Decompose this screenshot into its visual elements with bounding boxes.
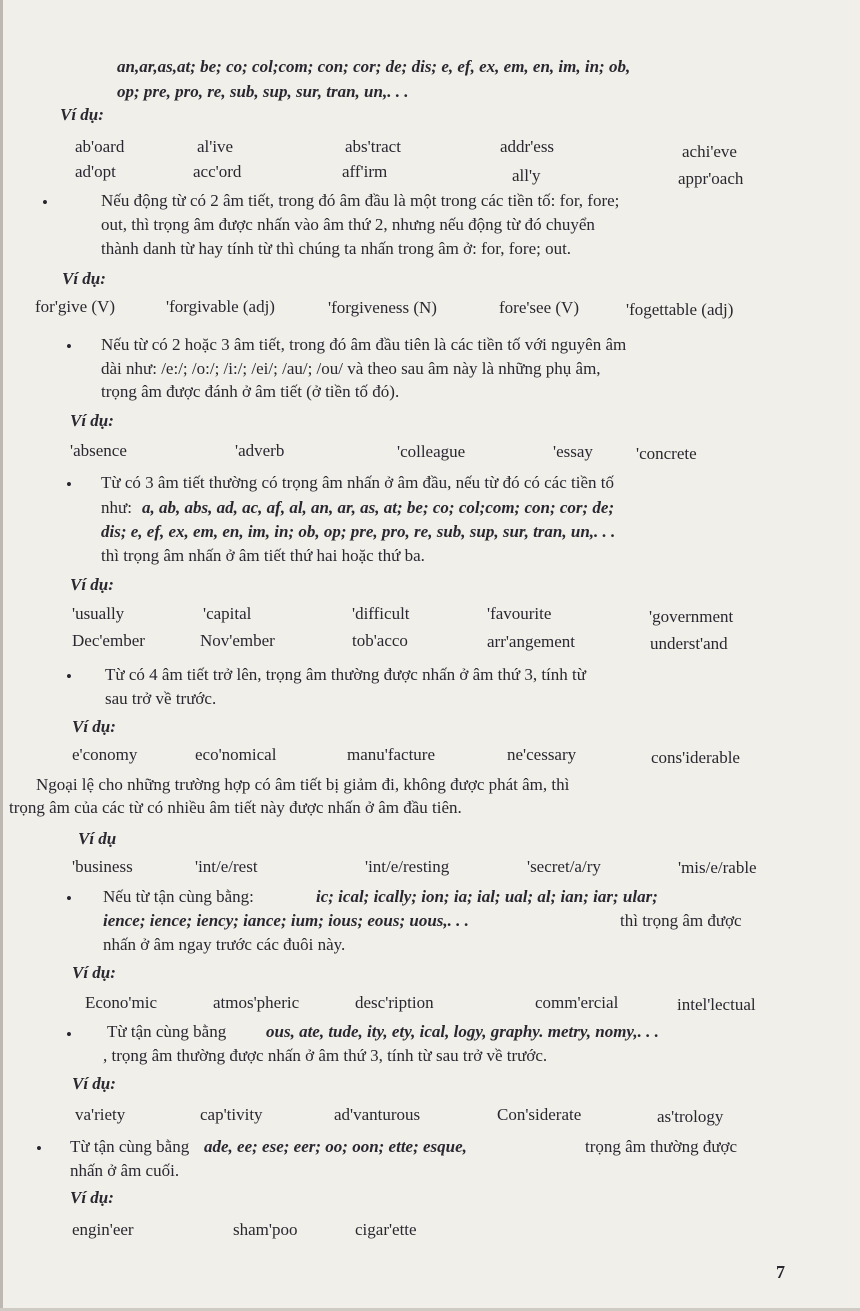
rule-text: Nếu từ có 2 hoặc 3 âm tiết, trong đó âm đầu tiên là các tiền tố với nguyên âm [101, 335, 627, 354]
exception-text: Ngoại lệ cho những trường hợp có âm tiết bị giảm đi, không được phát âm, thì [36, 775, 570, 794]
rule-text: Từ tận cùng bằng [107, 1022, 227, 1041]
suffix-list: ade, ee; ese; eer; oo; oon; ette; esque, [204, 1137, 467, 1156]
example-word: 'capital [203, 604, 252, 623]
example-word: 'essay [553, 442, 593, 461]
example-word: Econo'mic [85, 993, 157, 1012]
example-word: cap'tivity [200, 1105, 263, 1124]
example-label: Ví dụ: [72, 1074, 116, 1093]
example-label: Ví dụ: [72, 963, 116, 982]
example-word: 'int/e/rest [195, 857, 258, 876]
example-word: atmos'pheric [213, 993, 300, 1012]
bullet-icon: • [66, 337, 72, 356]
example-word: acc'ord [193, 162, 242, 181]
rule-text: dài như: /e:/; /o:/; /i:/; /ei/; /au/; /ou/ và theo sau âm này là những phụ âm, [101, 359, 601, 378]
rule-text: thì trọng âm được [620, 911, 742, 930]
example-label: Ví dụ: [62, 269, 106, 288]
rule-text: trọng âm được đánh ở âm tiết (ở tiền tố đó). [101, 382, 400, 401]
rule-text: out, thì trọng âm được nhấn vào âm thứ 2, nhưng nếu động từ đó chuyển [101, 215, 595, 234]
example-word: arr'angement [487, 632, 576, 651]
rule-text: sau trở về trước. [105, 689, 217, 708]
example-word: va'riety [75, 1105, 126, 1124]
example-word: 'fogettable (adj) [626, 300, 734, 319]
example-word: 'int/e/resting [365, 857, 450, 876]
example-word: as'trology [657, 1107, 724, 1126]
example-word: 'business [72, 857, 133, 876]
example-word: 'difficult [352, 604, 410, 623]
prefix-list-line-2: op; pre, pro, re, sub, sup, sur, tran, un,. . . [117, 82, 409, 101]
example-word: 'mis/e/rable [678, 858, 757, 877]
page-left-edge [0, 0, 3, 1311]
example-word: fore'see (V) [499, 298, 579, 317]
bullet-icon: • [42, 193, 48, 212]
suffix-list: ous, ate, tude, ity, ety, ical, logy, graphy. metry, nomy,. . . [266, 1022, 659, 1041]
bullet-icon: • [66, 667, 72, 686]
example-word: achi'eve [682, 142, 737, 161]
rule-text: , trọng âm thường được nhấn ở âm thứ 3, tính từ sau trở về trước. [103, 1046, 548, 1065]
example-word: underst'and [650, 634, 728, 653]
example-word: for'give (V) [35, 297, 116, 316]
example-word: comm'ercial [535, 993, 619, 1012]
example-label: Ví dụ: [72, 717, 116, 736]
example-word: Dec'ember [72, 631, 145, 650]
example-word: 'forgivable (adj) [166, 297, 275, 316]
example-word: 'favourite [487, 604, 552, 623]
example-word: 'forgiveness (N) [328, 298, 437, 317]
example-word: 'secret/a/ry [527, 857, 601, 876]
example-word: appr'oach [678, 169, 744, 188]
example-word: ad'opt [75, 162, 116, 181]
example-word: 'usually [72, 604, 125, 623]
bullet-icon: • [36, 1139, 42, 1158]
example-word: intel'lectual [677, 995, 756, 1014]
rule-text: Từ có 3 âm tiết thường có trọng âm nhấn ở âm đầu, nếu từ đó có các tiền tố [101, 473, 614, 492]
example-word: e'conomy [72, 745, 138, 764]
example-word: Con'siderate [497, 1105, 582, 1124]
rule-text: Từ tận cùng bằng [70, 1137, 190, 1156]
example-word: cons'iderable [651, 748, 740, 767]
prefix-list-line-1: an,ar,as,at; be; co; col;com; con; cor; de; dis; e, ef, ex, em, en, im, in; ob, [117, 57, 631, 76]
example-word: cigar'ette [355, 1220, 417, 1239]
example-word: al'ive [197, 137, 234, 156]
example-word: 'adverb [235, 441, 285, 460]
rule-text: trọng âm thường được [585, 1137, 738, 1156]
example-word: 'concrete [636, 444, 697, 463]
example-label: Ví dụ: [60, 105, 104, 124]
example-word: 'colleague [397, 442, 466, 461]
example-word: ad'vanturous [334, 1105, 421, 1124]
example-word: addr'ess [500, 137, 555, 156]
example-word: manu'facture [347, 745, 436, 764]
rule-text: nhấn ở âm ngay trước các đuôi này. [103, 935, 346, 954]
prefix-list: a, ab, abs, ad, ac, af, al, an, ar, as, at; be; co; col;com; con; cor; de; [142, 498, 615, 517]
suffix-list: ience; ience; iency; iance; ium; ious; eous; uous,. . . [103, 911, 469, 930]
example-word: ne'cessary [507, 745, 577, 764]
example-word: eco'nomical [195, 745, 277, 764]
example-label: Ví dụ: [70, 411, 114, 430]
example-word: abs'tract [345, 137, 401, 156]
example-word: tob'acco [352, 631, 408, 650]
example-label: Ví dụ: [70, 1188, 114, 1207]
rule-text: thành danh từ hay tính từ thì chúng ta nhấn trong âm ở: for, fore; out. [101, 239, 572, 258]
example-word: desc'ription [355, 993, 434, 1012]
example-word: 'government [649, 607, 734, 626]
example-word: Nov'ember [200, 631, 275, 650]
example-word: aff'irm [342, 162, 388, 181]
example-label: Ví dụ: [70, 575, 114, 594]
bullet-icon: • [66, 475, 72, 494]
example-label: Ví dụ [78, 829, 117, 848]
example-word: ab'oard [75, 137, 125, 156]
rule-text: nhấn ở âm cuối. [70, 1161, 180, 1180]
page-number: 7 [776, 1262, 785, 1282]
prefix-list: dis; e, ef, ex, em, en, im, in; ob, op; pre, pro, re, sub, sup, sur, tran, un,. . . [101, 522, 616, 541]
rule-text: Từ có 4 âm tiết trở lên, trọng âm thường được nhấn ở âm thứ 3, tính từ [105, 665, 586, 684]
rule-text: Nếu động từ có 2 âm tiết, trong đó âm đầu là một trong các tiền tố: for, fore; [101, 191, 620, 210]
rule-text: như: [101, 498, 132, 517]
suffix-list: ic; ical; ically; ion; ia; ial; ual; al; ian; iar; ular; [316, 887, 658, 906]
bullet-icon: • [66, 1025, 72, 1044]
example-word: all'y [512, 166, 541, 185]
exception-text: trọng âm của các từ có nhiều âm tiết này được nhấn ở âm đầu tiên. [9, 798, 462, 817]
rule-text: thì trọng âm nhấn ở âm tiết thứ hai hoặc thứ ba. [101, 546, 425, 565]
example-word: engin'eer [72, 1220, 134, 1239]
example-word: sham'poo [233, 1220, 298, 1239]
example-word: 'absence [70, 441, 127, 460]
bullet-icon: • [66, 889, 72, 908]
rule-text: Nếu từ tận cùng bằng: [103, 887, 254, 906]
